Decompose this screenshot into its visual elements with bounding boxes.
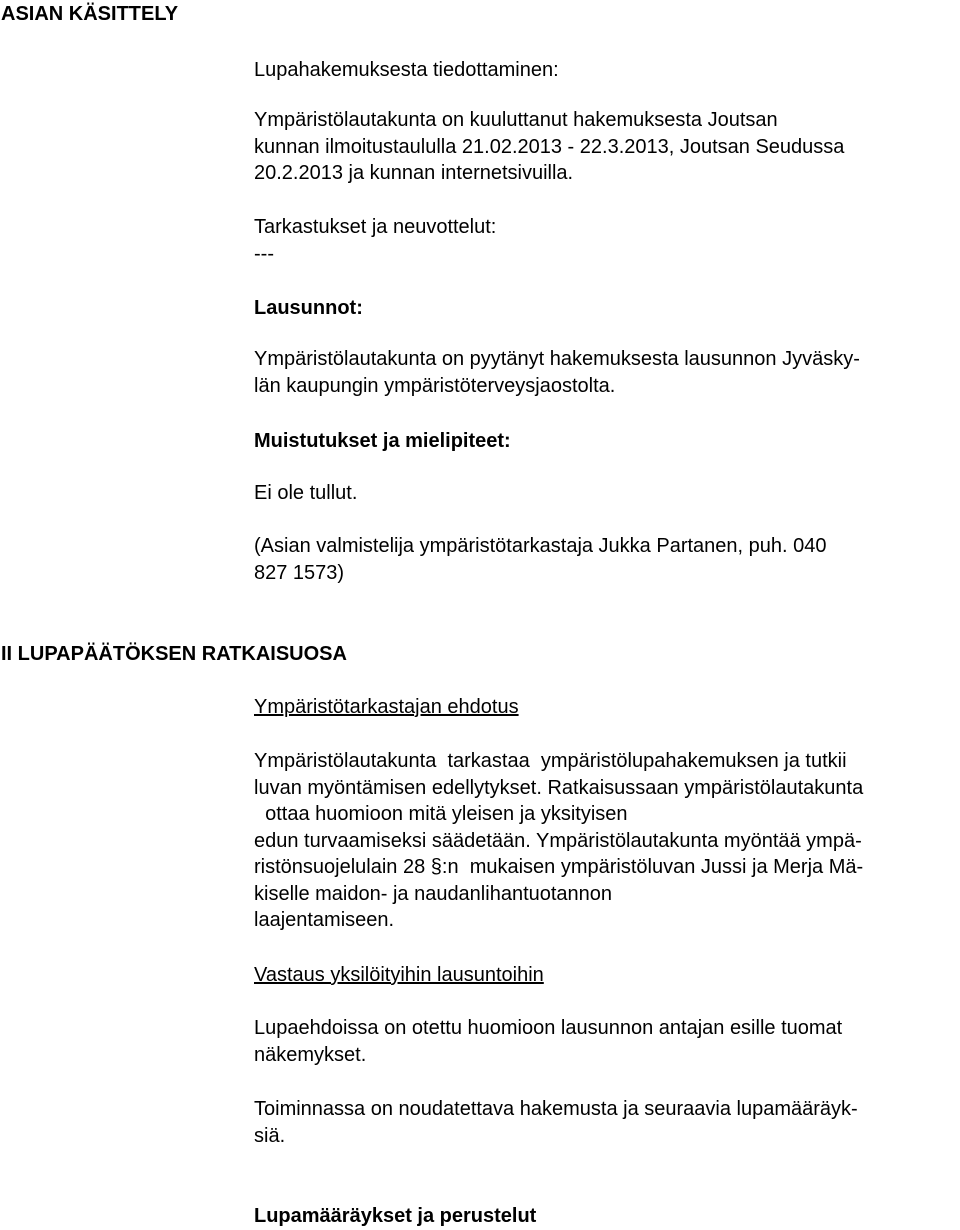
text-line: ristönsuojelulain 28 §:n mukaisen ympäristöluvan Jussi ja Merja Mä-: [254, 856, 864, 878]
text-line: Toiminnassa on noudatettava hakemusta ja seuraavia lupamääräyk-: [254, 1098, 858, 1120]
text-line: kunnan ilmoitustaululla 21.02.2013 - 22.3.2013, Joutsan Seudussa: [254, 135, 845, 158]
toiminta-paragraph: [254, 1096, 858, 1149]
text-line: näkemykset.: [254, 1043, 367, 1066]
tiedottaminen-heading: Lupahakemuksesta tiedottaminen:: [254, 59, 559, 81]
text-line: 827 1573): [254, 561, 345, 584]
section-heading-ratkaisuosa: II LUPAPÄÄTÖKSEN RATKAISUOSA: [1, 643, 347, 665]
text-line: (Asian valmistelija ympäristötarkastaja Jukka Partanen, puh. 040: [254, 535, 827, 557]
tarkastukset-value: ---: [254, 243, 274, 265]
text-line: ottaa huomioon mitä yleisen ja yksityisen: [254, 803, 628, 825]
text-line: Lupaehdoissa on otettu huomioon lausunnon antajan esille tuomat: [254, 1017, 843, 1039]
text-line: län kaupungin ympäristöterveysjaostolta.: [254, 374, 616, 397]
lausunnot-heading: Lausunnot:: [254, 297, 363, 319]
valmistelija-paragraph: [254, 533, 827, 586]
vastaus-paragraph: [254, 1015, 842, 1068]
text-line: siä.: [254, 1124, 286, 1147]
text-line: Ympäristölautakunta on kuuluttanut hakemuksesta Joutsan: [254, 109, 778, 131]
ehdotus-paragraph: [254, 748, 863, 934]
lupamaaraykset-heading: Lupamääräykset ja perustelut: [254, 1205, 537, 1227]
text-line: edun turvaamiseksi säädetään. Ympäristölautakunta myöntää ympä-: [254, 829, 862, 852]
text-line: Ympäristölautakunta tarkastaa ympäristölupahakemuksen ja tutkii: [254, 750, 847, 772]
muistutukset-value: Ei ole tullut.: [254, 482, 358, 504]
text-line: Ympäristölautakunta on pyytänyt hakemuksesta lausunnon Jyväsky-: [254, 348, 860, 370]
muistutukset-heading: Muistutukset ja mielipiteet:: [254, 430, 511, 452]
text-line: luvan myöntämisen edellytykset. Ratkaisussaan ympäristölautakunta: [254, 776, 864, 799]
ehdotus-heading: Ympäristötarkastajan ehdotus: [254, 696, 519, 718]
vastaus-heading: Vastaus yksilöityihin lausuntoihin: [254, 964, 544, 986]
text-line: kiselle maidon- ja naudanlihantuotannon: [254, 882, 613, 905]
section-heading-asian-kasittely: ASIAN KÄSITTELY: [1, 3, 179, 25]
text-line: 20.2.2013 ja kunnan internetsivuilla.: [254, 162, 574, 184]
tarkastukset-heading: Tarkastukset ja neuvottelut:: [254, 216, 497, 238]
lausunnot-paragraph: [254, 346, 860, 399]
text-line: laajentamiseen.: [254, 909, 395, 931]
tiedottaminen-paragraph: [254, 107, 844, 187]
